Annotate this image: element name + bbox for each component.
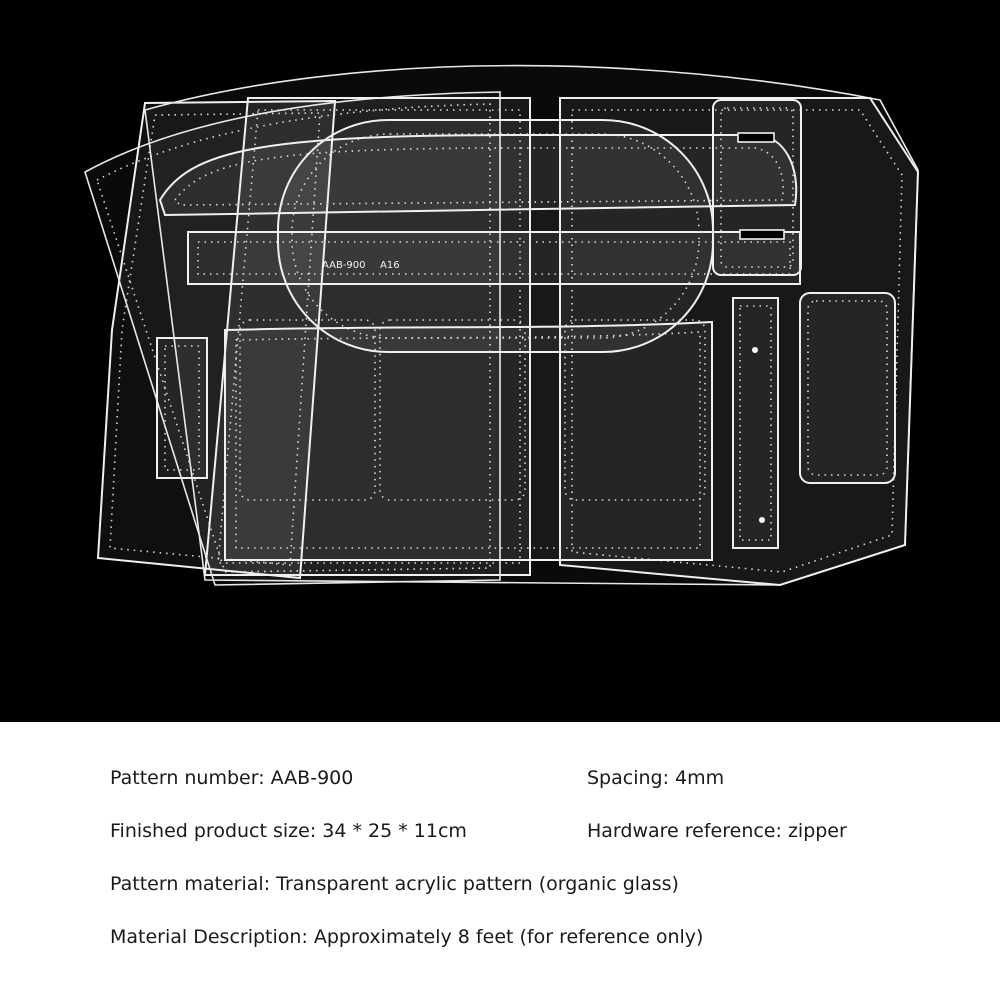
spec-description: Material Description: Approximately 8 feet (for reference only) (110, 926, 704, 948)
engraving-size-code: A16 (380, 260, 400, 271)
acrylic-piece-front-panel (225, 322, 712, 560)
acrylic-piece-slot-tab-top (713, 100, 801, 275)
spec-spacing: Spacing: 4mm (587, 767, 725, 789)
spec-hardware: Hardware reference: zipper (587, 820, 847, 842)
specification-panel (0, 722, 1000, 1000)
acrylic-piece-oval-base (278, 120, 713, 352)
spec-material: Pattern material: Transparent acrylic pattern (organic glass) (110, 873, 679, 895)
engraving-pattern-code: AAB-900 (322, 260, 366, 271)
acrylic-piece-right-pocket (800, 293, 895, 483)
spec-finished-size: Finished product size: 34 * 25 * 11cm (110, 820, 467, 842)
spec-pattern-number: Pattern number: AAB-900 (110, 767, 354, 789)
